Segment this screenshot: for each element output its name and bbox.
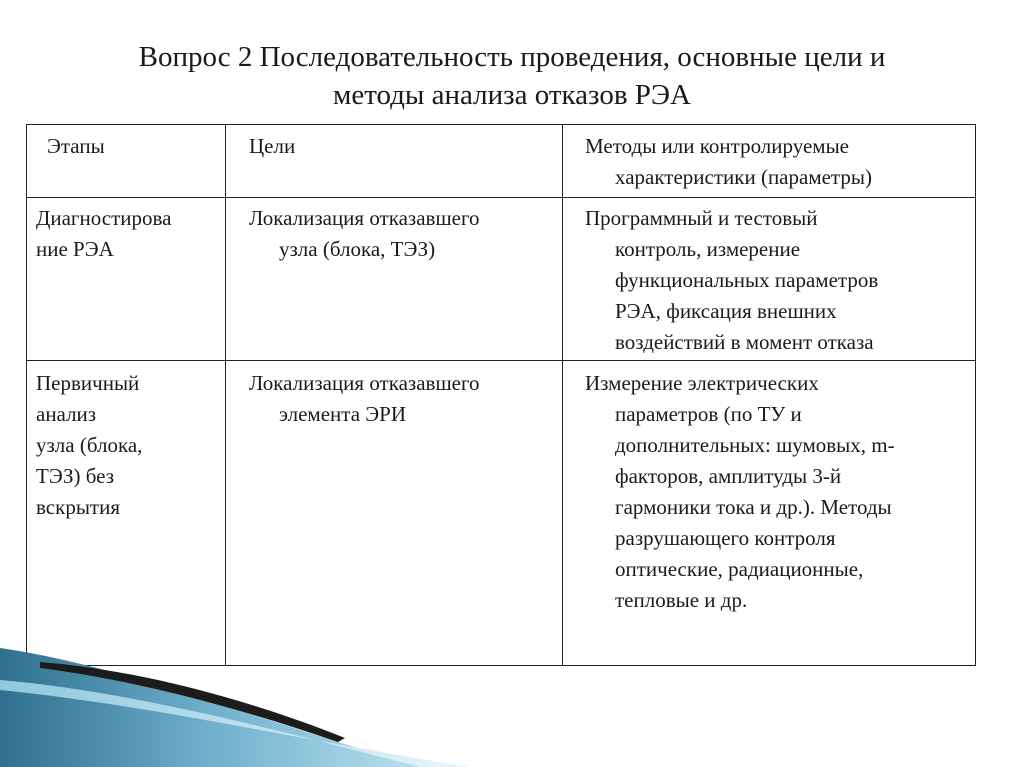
row-1-methods-line-4: РЭА, фиксация внешних bbox=[615, 299, 837, 323]
row-2-goal-line-1: Локализация отказавшего bbox=[249, 371, 480, 395]
row-2-stage-line-2: анализ bbox=[36, 402, 97, 426]
row-2-methods-line-3: дополнительных: шумовых, m- bbox=[615, 433, 895, 457]
row-1-goal-line-2: узла (блока, ТЭЗ) bbox=[279, 237, 436, 261]
decor-swoosh-dark bbox=[40, 662, 345, 742]
row-1-stage bbox=[36, 203, 171, 265]
slide-title bbox=[40, 38, 984, 114]
row-2-methods-line-5: гармоники тока и др.). Методы bbox=[615, 495, 892, 519]
row-1-methods-line-5: воздействий в момент отказа bbox=[615, 330, 874, 354]
header-methods-line-2: характеристики (параметры) bbox=[615, 165, 872, 189]
row-1-goal bbox=[249, 203, 480, 265]
row-1-stage-line-2: ние РЭА bbox=[36, 237, 114, 261]
decor-swoosh-pale bbox=[0, 680, 470, 767]
row-2-methods-line-2: параметров (по ТУ и bbox=[615, 402, 802, 426]
column-divider-2 bbox=[562, 125, 563, 665]
header-methods-line-1: Методы или контролируемые bbox=[585, 134, 849, 158]
row-2-methods-line-4: факторов, амплитуды 3-й bbox=[615, 464, 842, 488]
row-2-stage bbox=[36, 368, 142, 523]
row-2-methods-line-7: оптические, радиационные, bbox=[615, 557, 864, 581]
slide-title-line-1: Вопрос 2 Последовательность проведения, основные цели и bbox=[138, 41, 886, 73]
column-divider-1 bbox=[225, 125, 226, 665]
row-2-stage-line-3: узла (блока, bbox=[36, 433, 143, 457]
row-2-stage-line-5: вскрытия bbox=[36, 495, 120, 519]
row-2-methods-line-8: тепловые и др. bbox=[615, 588, 748, 612]
row-1-goal-line-1: Локализация отказавшего bbox=[249, 206, 480, 230]
row-2-stage-line-4: ТЭЗ) без bbox=[36, 464, 114, 488]
row-divider-1 bbox=[27, 360, 975, 361]
row-2-methods bbox=[585, 368, 895, 616]
row-1-methods-line-1: Программный и тестовый bbox=[585, 206, 818, 230]
header-stages: Этапы bbox=[47, 134, 105, 158]
row-1-methods-line-3: функциональных параметров bbox=[615, 268, 879, 292]
header-goals: Цели bbox=[249, 134, 296, 158]
analysis-table bbox=[26, 124, 976, 666]
row-1-methods bbox=[585, 203, 878, 358]
row-divider-header bbox=[27, 197, 975, 198]
row-1-stage-line-1: Диагностирова bbox=[36, 206, 172, 230]
header-methods bbox=[585, 131, 872, 193]
row-2-methods-line-6: разрушающего контроля bbox=[615, 526, 836, 550]
slide-title-line-2: методы анализа отказов РЭА bbox=[332, 79, 691, 111]
row-2-stage-line-1: Первичный bbox=[36, 371, 140, 395]
row-2-goal-line-2: элемента ЭРИ bbox=[279, 402, 406, 426]
row-1-methods-line-2: контроль, измерение bbox=[615, 237, 801, 261]
row-2-goal bbox=[249, 368, 480, 430]
row-2-methods-line-1: Измерение электрических bbox=[585, 371, 819, 395]
